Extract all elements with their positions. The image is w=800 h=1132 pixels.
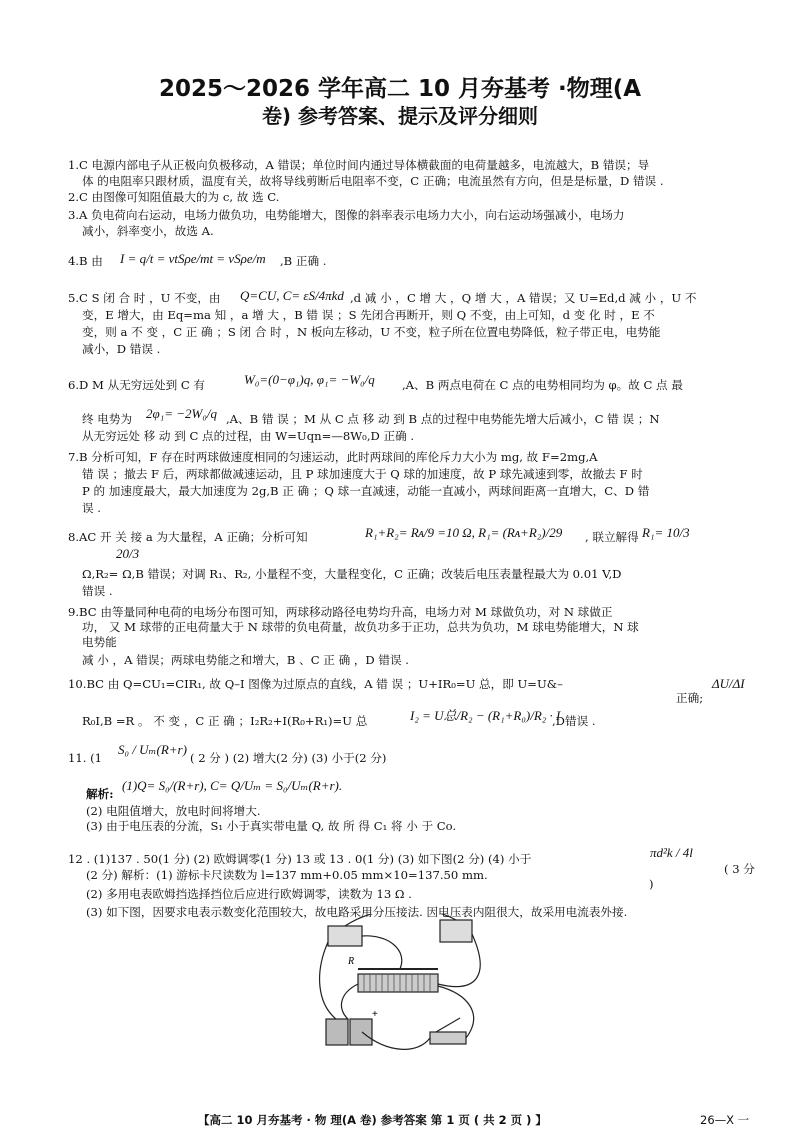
answer-q12-score: ( 3 分 bbox=[724, 862, 755, 876]
answer-q11-post: ( 2 分 ) (2) 增大(2 分) (3) 小于(2 分) bbox=[190, 751, 387, 765]
formula-current: I = q/t = vtSρe/mt = vSρe/m bbox=[120, 251, 266, 266]
answer-q9-cont2: 电势能 bbox=[82, 635, 117, 649]
formula-resistance-sum: R₁+R₂= Rᴀ/9 =10 Ω, R₁= (Rᴀ+R₂)/29 bbox=[365, 525, 563, 540]
formula-slope: ΔU/ΔI bbox=[712, 676, 745, 691]
answer-q10: 10.BC 由 Q=CU₁=CIR₁, 故 Q–I 图像为过原点的直线，A 错 误 ；U+IR₀=U 总，即 U=U&– bbox=[68, 677, 563, 691]
answer-q12-cont2: (2) 多用电表欧姆挡选择挡位后应进行欧姆调零，读数为 13 Ω . bbox=[86, 887, 412, 901]
page-code: 26—X 一 bbox=[700, 1113, 750, 1127]
answer-q11-part3: (3) 由于电压表的分流，S₁ 小于真实带电量 Q, 故 所 得 C₁ 将 小 于 Co. bbox=[86, 819, 457, 833]
answer-q6: 6.D M 从无穷远处到 C 有 bbox=[68, 378, 205, 392]
circuit-figure bbox=[318, 914, 484, 1054]
answer-q8-cont2: 错误 . bbox=[82, 584, 113, 598]
answer-q2: 2.C 由图像可知阻值最大的为 c, 故 选 C. bbox=[68, 190, 280, 204]
answer-q8: 8.AC 开 关 接 a 为大量程，A 正确；分析可知 bbox=[68, 530, 308, 544]
formula-final-potential: 2φ₁= −2W₀/q bbox=[146, 406, 217, 421]
analysis-label: 解析: bbox=[86, 787, 114, 801]
switch-icon bbox=[430, 1032, 466, 1044]
page-subtitle: 卷) 参考答案、提示及评分细则 bbox=[261, 104, 539, 128]
answer-q8-mid: , 联立解得 bbox=[585, 530, 639, 544]
formula-resistivity: πd²k / 4l bbox=[650, 845, 693, 860]
answer-q10-cont: R₀I,B =R 。 不 变 ，C 正 确 ；I₂R₂+I(R₀+R₁)=U 总 bbox=[82, 714, 368, 728]
answer-q12-cont3: (3) 如下图，因要求电表示数变化范围较大，故电路采用分压接法. 因电压表内阻很大，故采用电流表外接. bbox=[86, 905, 628, 919]
answer-q10-correct: 正确; bbox=[676, 691, 704, 705]
answer-q6-cont2: 从无穷远处 移 动 到 C 点的过程，由 W=Uqn=—8W₀,D 正确 . bbox=[82, 429, 415, 443]
page-title: 2025～2026 学年高二 10 月夯基考 ·物理(A bbox=[158, 76, 642, 102]
answer-q5-post: ,d 减 小 ，C 增 大 ，Q 增 大 ，A 错误；又 U=Ed,d 减 小 ，U 不 bbox=[350, 291, 697, 305]
answer-q7: 7.B 分析可知，F 存在时两球做速度相同的匀速运动，此时两球间的库伦斥力大小为 mg, 故 F=2mg,A bbox=[68, 450, 598, 464]
answer-q6-cont-post: ,A、B 错 误 ；M 从 C 点 移 动 到 B 点的过程中电势能先增大后减小，C 错 误 ；N bbox=[226, 412, 660, 426]
ammeter-icon bbox=[328, 926, 362, 946]
formula-r1-value: R₁= 10/3 bbox=[642, 525, 690, 540]
answer-q6-post: ,A、B 两点电荷在 C 点的电势相同均为 φ。故 C 点 最 bbox=[402, 378, 683, 392]
formula-current-i2: I₂ = U总/R₂ − (R₁+R₀)/R₂ · I bbox=[410, 708, 561, 723]
answer-q9-cont3: 减 小 ，A 错误；两球电势能之和增大，B 、C 正 确 ，D 错误 . bbox=[82, 653, 409, 667]
answer-q12-paren: ) bbox=[649, 877, 654, 891]
answer-q7-cont2: P 的 加速度最大，最大加速度为 2g,B 正 确 ；Q 球一直减速，动能一直减小，两球间距离一直增大，C、D 错 bbox=[82, 484, 650, 498]
answer-q1: 1.C 电源内部电子从正极向负极移动，A 错误；单位时间内通过导体横截面的电荷量越多，电流越大，B 错误；导 bbox=[68, 158, 650, 172]
formula-r2-fraction: 20/3 bbox=[116, 546, 140, 561]
answer-q7-cont3: 误 . bbox=[82, 501, 101, 515]
answer-q4-end: ,B 正确 . bbox=[280, 254, 327, 268]
answer-q4: 4.B 由 bbox=[68, 254, 103, 268]
answer-q7-cont1: 错 误 ；撤去 F 后，两球都做减速运动，且 P 球加速度大于 Q 球的加速度，故 P 球先减速到零，故撤去 F 时 bbox=[82, 467, 643, 481]
formula-capacitance-derivation: (1)Q= S₀/(R+r), C= Q/Uₘ = S₀/Uₘ(R+r). bbox=[122, 778, 343, 793]
formula-c-answer: S₀ / Uₘ(R+r) bbox=[118, 742, 187, 757]
answer-q11-part2: (2) 电阻值增大，放电时间将增大. bbox=[86, 804, 261, 818]
answer-q12-cont1: (2 分) 解析：(1) 游标卡尺读数为 l=137 mm+0.05 mm×10=137.50 mm. bbox=[86, 868, 488, 882]
resistor-label: R bbox=[348, 956, 355, 967]
answer-q5-cont2: 变，则 a 不 变 ，C 正 确 ；S 闭 合 时 ，N 板向左移动，U 不变，粒子所在位置电势降低，粒子带正电，电势能 bbox=[82, 325, 661, 339]
answer-q12: 12 . (1)137 . 50(1 分) (2) 欧姆调零(1 分) 13 或 13 . 0(1 分) (3) 如下图(2 分) (4) 小于 bbox=[68, 852, 532, 866]
formula-work-potential: W₀=(0−φ₁)q, φ₁= −W₀/q bbox=[244, 372, 375, 387]
answer-q9: 9.BC 由等量同种电荷的电场分布图可知，两球移动路径电势均升高，电场力对 M 球做负功，对 N 球做正 bbox=[68, 605, 613, 619]
formula-capacitance: Q=CU, C= εS/4πkd bbox=[240, 288, 344, 303]
answer-q5-cont3: 减小，D 错误 . bbox=[82, 342, 161, 356]
answer-q5: 5.C S 闭 合 时 ，U 不变，由 bbox=[68, 291, 221, 305]
answer-q1-cont: 体 的电阻率只跟材质，温度有关，故将导线剪断后电阻率不变，C 正确；电流虽然有方向，但是是标量，D 错误 . bbox=[82, 174, 664, 188]
answer-q5-cont1: 变，E 增大，由 Eq=ma 知 ，a 增 大 ，B 错 误 ；S 先闭合再断开，则 Q 不变，由上可知，d 变 化 时 ，E 不 bbox=[82, 308, 655, 322]
battery-plus-label: + bbox=[372, 1009, 378, 1020]
voltmeter-icon bbox=[440, 920, 472, 942]
answer-q8-cont1: Ω,R₂= Ω,B 错误；对调 R₁、R₂, 小量程不变，大量程变化，C 正确；改装后电压表量程最大为 0.01 V,D bbox=[82, 567, 622, 581]
answer-q6-cont: 终 电势为 bbox=[82, 412, 133, 426]
answer-q3-cont: 减小，斜率变小，故选 A. bbox=[82, 224, 214, 238]
battery-icon bbox=[326, 1019, 348, 1045]
page-footer: 【高二 10 月夯基考 · 物 理(A 卷) 参考答案 第 1 页 ( 共 2 页 ) 】 bbox=[198, 1113, 547, 1127]
answer-q9-cont1: 功， 又 M 球带的正电荷量大于 N 球带的负电荷量，故负功多于正功，总共为负功，M 球电势能增大，N 球 bbox=[82, 620, 639, 634]
answer-q11: 11. (1 bbox=[68, 751, 103, 765]
answer-q3: 3.A 负电荷向右运动，电场力做负功，电势能增大，图像的斜率表示电场力大小，向右运动场强减小，电场力 bbox=[68, 208, 625, 222]
answer-q10-end: ,D错误 . bbox=[552, 714, 596, 728]
